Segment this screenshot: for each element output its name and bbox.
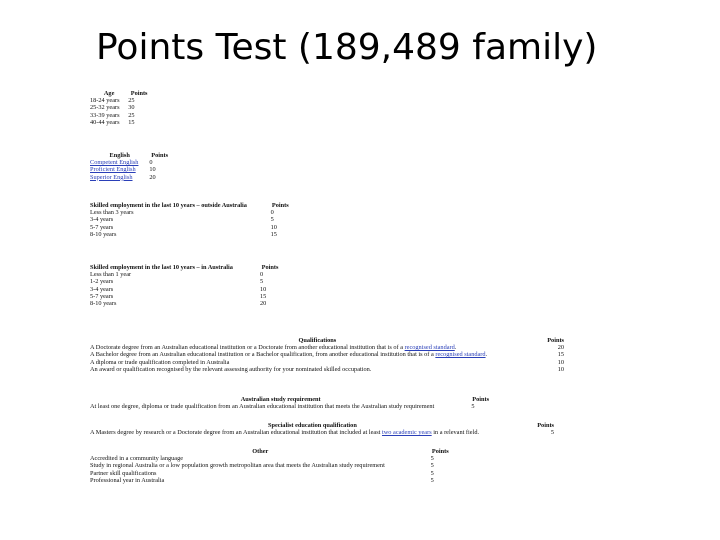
- age-range: 18-24 years: [90, 97, 120, 105]
- table-row: [90, 231, 290, 238]
- points-header: Points: [261, 264, 279, 271]
- overseas-employment-header: Skilled employment in the last 10 years – outside Australia: [90, 202, 247, 209]
- points-value: 20: [557, 344, 564, 352]
- english-level-link[interactable]: Proficient English: [90, 166, 136, 174]
- qualification-desc: A Bachelor degree from an Australian educational institution or a Bachelor qualification, from another educational institution that is of a recognised standard.: [90, 351, 488, 359]
- table-row: [90, 159, 170, 166]
- duration: 3-4 years: [90, 216, 114, 224]
- points-value: 5: [270, 216, 274, 224]
- australian-employment-table: [90, 264, 280, 307]
- qualification-desc: An award or qualification recognised by the relevant assessing authority for your nominated skilled occupation.: [90, 365, 372, 373]
- overseas-employment-table: [90, 202, 290, 238]
- points-value: 15: [270, 230, 277, 238]
- duration: 3-4 years: [90, 285, 114, 293]
- table-row: [90, 429, 554, 436]
- english-table: [90, 152, 170, 181]
- points-value: 5: [430, 469, 434, 477]
- points-header: Points: [472, 396, 490, 403]
- table-row: [90, 300, 280, 307]
- age-table: [90, 90, 150, 126]
- recognised-standard-link[interactable]: recognised standard: [435, 351, 486, 359]
- qualification-desc: A Doctorate degree from an Australian educational institution or a Doctorate from another educational institution that is of a recognised standard.: [90, 344, 457, 352]
- points-header: Points: [151, 152, 169, 159]
- table-row: [90, 224, 290, 231]
- qualifications-table: [90, 337, 564, 373]
- qualifications-header: Qualifications: [298, 337, 337, 344]
- other-header: Other: [252, 448, 269, 455]
- specialist-desc: A Masters degree by research or a Doctorate degree from an Australian educational institution that included at least two academic years in a relevant field.: [90, 429, 480, 437]
- points-value: 10: [557, 358, 564, 366]
- other-desc: Study in regional Australia or a low population growth metropolitan area that meets the Australian study requirement: [90, 462, 385, 470]
- duration: 8-10 years: [90, 300, 117, 308]
- study-desc: At least one degree, diploma or trade qualification from an Australian educational institution that meets the Australian study requirement: [90, 403, 435, 411]
- points-value: 5: [550, 429, 554, 437]
- age-header: Age: [103, 90, 115, 97]
- table-row: [90, 293, 280, 300]
- other-table: [90, 448, 450, 484]
- duration: 5-7 years: [90, 292, 114, 300]
- table-row: [90, 470, 450, 477]
- table-row: [90, 209, 290, 216]
- table-row: [90, 119, 150, 126]
- points-value: 5: [471, 403, 475, 411]
- age-range: 25-32 years: [90, 104, 120, 112]
- points-value: 25: [128, 97, 135, 105]
- age-range: 40-44 years: [90, 118, 120, 126]
- duration: 1-2 years: [90, 278, 114, 286]
- points-header: Points: [271, 202, 289, 209]
- table-row: [90, 462, 450, 469]
- duration: 8-10 years: [90, 230, 117, 238]
- points-value: 0: [270, 209, 274, 217]
- other-desc: Partner skill qualifications: [90, 469, 157, 477]
- table-row: [90, 286, 280, 293]
- english-header: English: [109, 152, 130, 159]
- table-row: [90, 455, 450, 462]
- table-row: [90, 166, 170, 173]
- points-header: Points: [547, 337, 564, 344]
- table-row: [90, 104, 150, 111]
- points-value: 0: [260, 271, 264, 279]
- table-row: [90, 216, 290, 223]
- age-range: 33-39 years: [90, 111, 120, 119]
- table-row: [90, 174, 170, 181]
- points-value: 25: [128, 111, 135, 119]
- points-header: Points: [431, 448, 449, 455]
- points-value: 10: [557, 365, 564, 373]
- table-row: [90, 112, 150, 119]
- specialist-table: [90, 422, 554, 436]
- table-row: [90, 403, 490, 410]
- specialist-header: Specialist education qualification: [267, 422, 357, 429]
- recognised-standard-link[interactable]: recognised standard: [404, 344, 455, 352]
- table-row: [90, 278, 280, 285]
- english-level-link[interactable]: Competent English: [90, 159, 139, 167]
- points-value: 20: [149, 173, 156, 181]
- australian-study-header: Australian study requirement: [240, 396, 321, 403]
- table-row: [90, 366, 564, 373]
- points-header: Points: [537, 422, 554, 429]
- other-desc: Accredited in a community language: [90, 455, 184, 463]
- table-row: [90, 271, 280, 278]
- two-academic-years-link[interactable]: two academic years: [382, 429, 432, 437]
- points-value: 30: [128, 104, 135, 112]
- points-value: 10: [260, 285, 267, 293]
- points-value: 15: [128, 118, 135, 126]
- duration: 5-7 years: [90, 223, 114, 231]
- qualification-desc: A diploma or trade qualification completed in Australia: [90, 358, 230, 366]
- points-value: 5: [430, 462, 434, 470]
- australian-study-table: [90, 396, 490, 410]
- points-value: 5: [260, 278, 264, 286]
- points-value: 5: [430, 476, 434, 484]
- points-value: 10: [270, 223, 277, 231]
- table-row: [90, 351, 564, 358]
- table-row: [90, 344, 564, 351]
- table-row: [90, 477, 450, 484]
- table-row: [90, 359, 564, 366]
- points-value: 15: [260, 292, 267, 300]
- duration: Less than 3 years: [90, 209, 134, 217]
- other-desc: Professional year in Australia: [90, 476, 165, 484]
- points-value: 10: [149, 166, 156, 174]
- duration: Less than 1 year: [90, 271, 132, 279]
- points-value: 15: [557, 351, 564, 359]
- slide-title: Points Test (189,489 family): [96, 27, 598, 68]
- table-row: [90, 97, 150, 104]
- english-level-link[interactable]: Superior English: [90, 173, 133, 181]
- points-value: 20: [260, 300, 267, 308]
- points-value: 5: [430, 455, 434, 463]
- australian-employment-header: Skilled employment in the last 10 years – in Australia: [90, 264, 233, 271]
- points-value: 0: [149, 159, 153, 167]
- points-header: Points: [130, 90, 148, 97]
